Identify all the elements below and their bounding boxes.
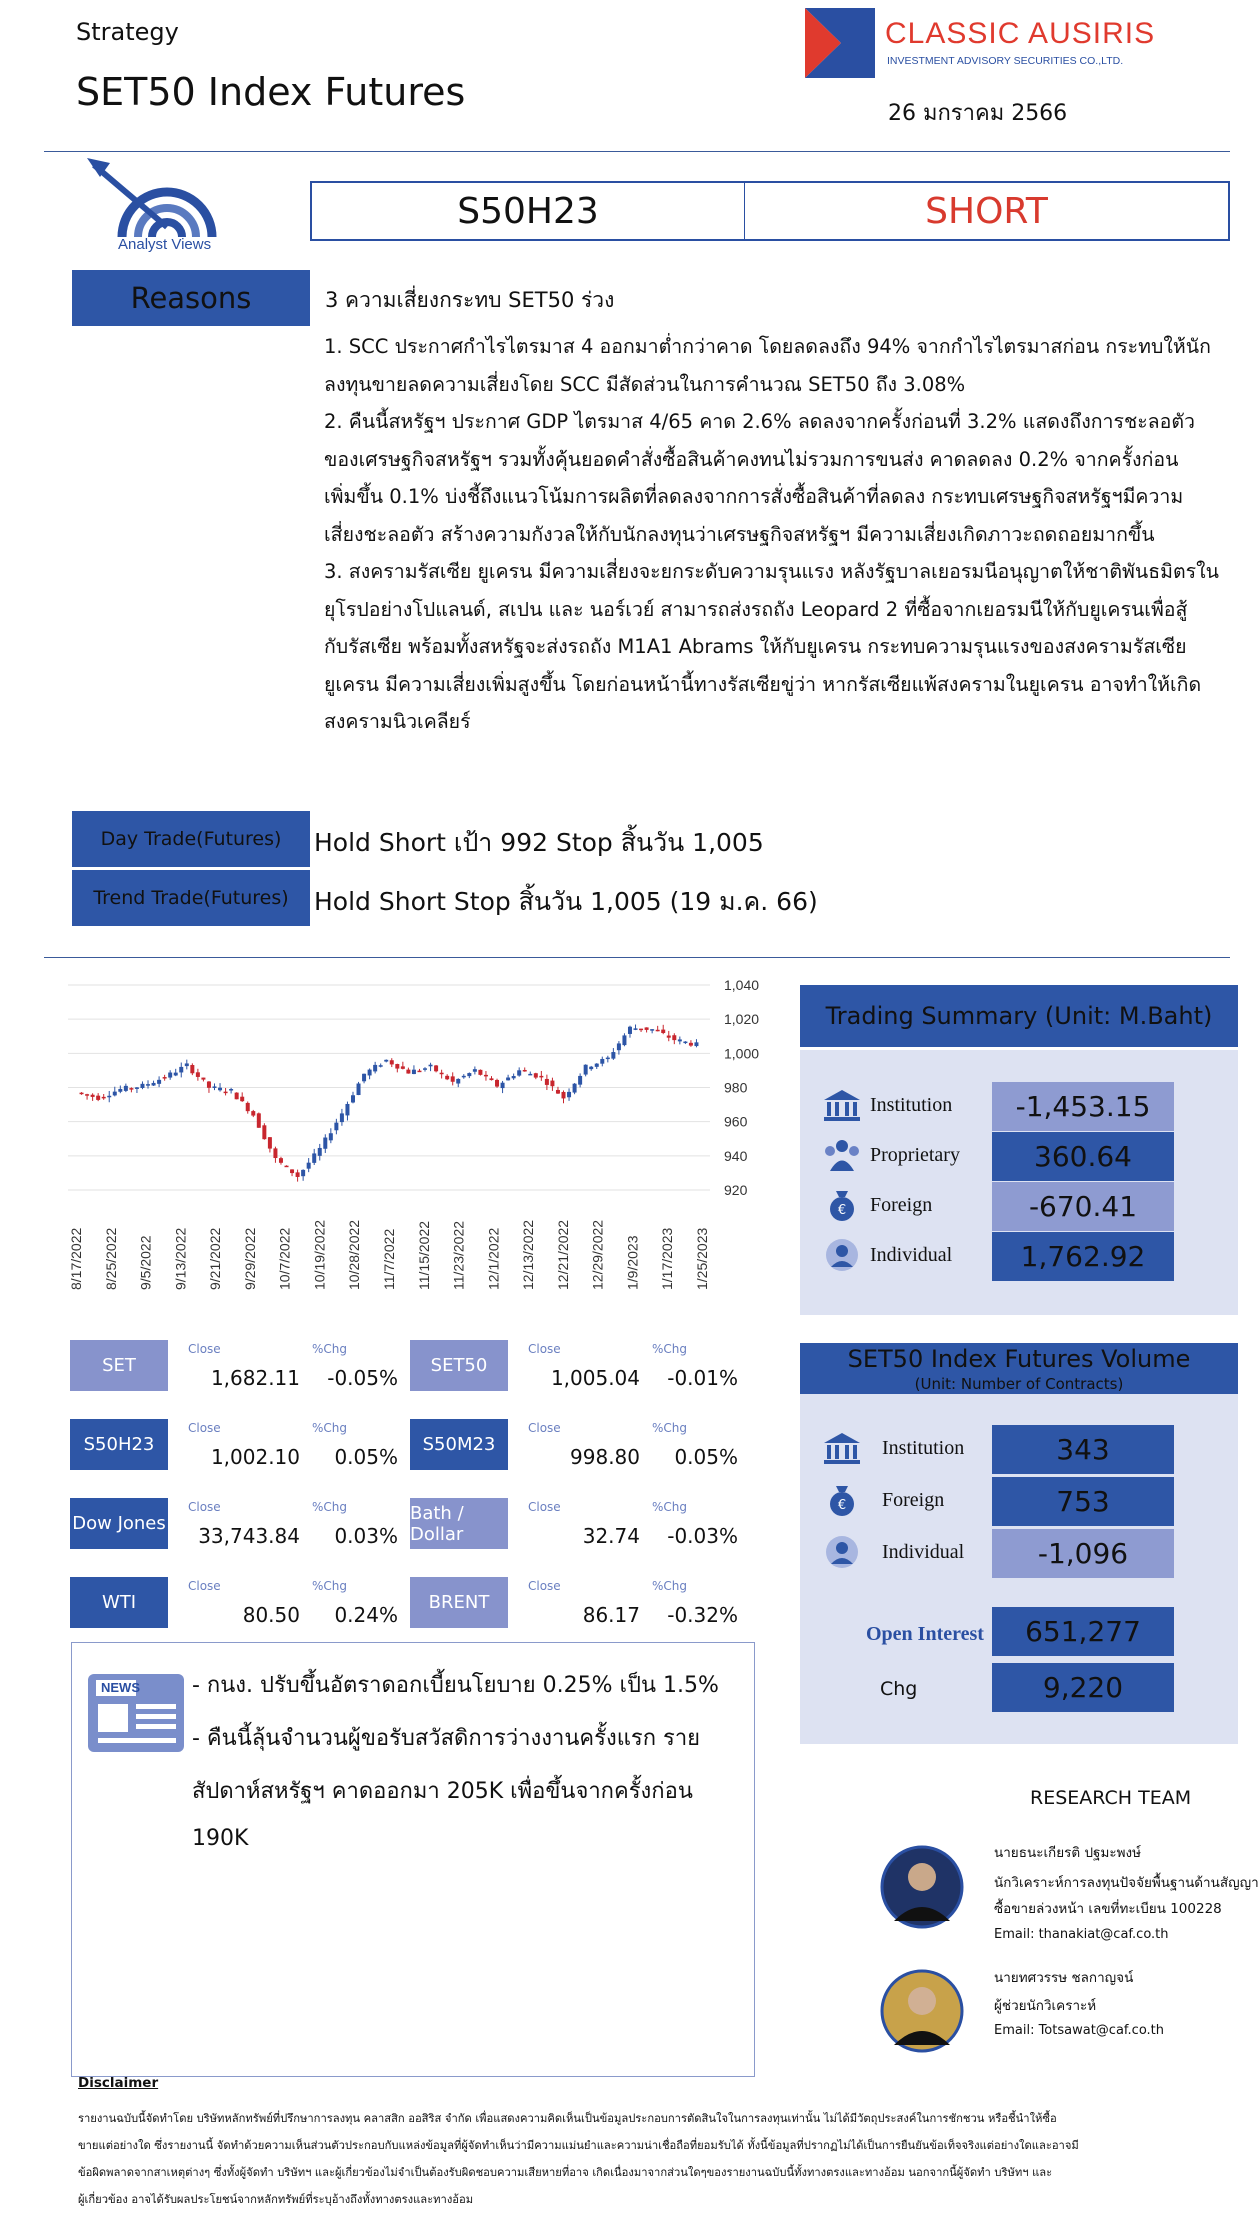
candle bbox=[573, 1083, 577, 1094]
x-tick-label: 10/28/2022 bbox=[346, 1219, 363, 1290]
reason-line: ของเศรษฐกิจสหรัฐฯ รวมทั้งคุ้นยอดคำสั่งซื้อสินค้าคงทนไม่รวมการขนส่ง คาดลดลง 0.2% จากครั้งก่อน bbox=[324, 447, 1179, 471]
x-tick-label: 9/13/2022 bbox=[172, 1227, 189, 1290]
market-quotes bbox=[70, 1340, 760, 1627]
candle bbox=[91, 1093, 95, 1101]
signal-position: SHORT bbox=[925, 190, 1048, 232]
person-icon bbox=[822, 1238, 862, 1272]
candle bbox=[273, 1147, 277, 1163]
reason-line: เพิ่มขึ้น 0.1% บ่งชี้ถึงแนวโน้มการผลิตที่ลดลงจากการสั่งซื้อสินค้าที่ลดลง กระทบเศรษฐกิจสหรัฐฯมีความ bbox=[324, 485, 1184, 508]
candle bbox=[168, 1070, 172, 1080]
candle bbox=[578, 1073, 582, 1087]
group-icon bbox=[822, 1138, 862, 1172]
candle bbox=[456, 1078, 460, 1087]
candle bbox=[334, 1119, 338, 1134]
candle bbox=[417, 1069, 421, 1072]
candle bbox=[351, 1092, 355, 1104]
reasons-heading: 3 ความเสี่ยงกระทบ SET50 ร่วง bbox=[325, 288, 615, 312]
news-line: 190K bbox=[192, 1826, 249, 1851]
candle bbox=[412, 1065, 416, 1074]
candle bbox=[539, 1071, 543, 1081]
candle bbox=[163, 1075, 167, 1081]
x-tick-label: 9/5/2022 bbox=[137, 1235, 154, 1290]
quote-close-value: 1,005.04 bbox=[550, 1366, 640, 1390]
quote-close-label: Close bbox=[528, 1579, 561, 1593]
quote-name: S50H23 bbox=[70, 1419, 168, 1470]
candle bbox=[639, 1029, 643, 1032]
candle bbox=[129, 1087, 133, 1092]
oi-chg-value: 9,220 bbox=[992, 1663, 1174, 1712]
candle bbox=[257, 1113, 261, 1128]
x-tick-label: 11/15/2022 bbox=[415, 1220, 432, 1290]
disclaimer-line: ขายแต่อย่างใด ซึ่งรายงานนี้ จัดทำด้วยความเห็นส่วนตัวประกอบกับแหล่งข้อมูลที่ผู้จัดทำเห็นว่ามีความแม่นยำและความน่าเชื่อถือที่ยอมรับได้ ทั้งนี้ข้อมูลที่ปรากฏไม่ได้เป็นการยืนยันข้อเท็จจริงแต่อย่างใดและอาจมี bbox=[78, 2139, 1079, 2152]
candle bbox=[645, 1027, 649, 1032]
candle bbox=[634, 1024, 638, 1030]
company-logo-icon bbox=[805, 8, 875, 78]
row-label: Proprietary bbox=[870, 1144, 960, 1166]
candle bbox=[445, 1074, 449, 1080]
candle bbox=[157, 1076, 161, 1087]
quote-chg-label: %Chg bbox=[652, 1421, 688, 1435]
candle bbox=[473, 1066, 477, 1074]
news-line: - กนง. ปรับขึ้นอัตราดอกเบี้ยนโยบาย 0.25% เป็น 1.5% bbox=[192, 1673, 719, 1698]
company-name: CLASSIC AUSIRIS bbox=[885, 17, 1156, 50]
quote-close-label: Close bbox=[188, 1579, 221, 1593]
candle bbox=[329, 1128, 333, 1143]
day-trade-text: Hold Short เป้า 992 Stop สิ้นวัน 1,005 bbox=[314, 828, 764, 857]
open-interest-label: Open Interest bbox=[866, 1623, 984, 1645]
candle bbox=[562, 1090, 566, 1103]
disclaimer-line: ผู้เกี่ยวข้อง อาจได้รับผลประโยชน์จากหลักทรัพย์ที่ระบุอ้างถึงทั้งทางตรงและทางอ้อม bbox=[78, 2193, 474, 2206]
quote-chg-value: 0.05% bbox=[334, 1445, 398, 1469]
candle bbox=[440, 1070, 444, 1079]
page-title: SET50 Index Futures bbox=[76, 70, 466, 114]
y-tick-label: 1,000 bbox=[724, 1045, 760, 1062]
disclaimer-body bbox=[78, 2105, 1258, 2213]
candle bbox=[656, 1026, 660, 1032]
candle bbox=[584, 1064, 588, 1076]
candle bbox=[135, 1087, 139, 1093]
candle bbox=[423, 1067, 427, 1071]
strategy-divider bbox=[44, 957, 1230, 958]
row-value: -1,096 bbox=[992, 1529, 1174, 1578]
candle bbox=[595, 1063, 599, 1069]
candle bbox=[600, 1057, 604, 1067]
x-tick-label: 12/1/2022 bbox=[485, 1227, 502, 1290]
candle bbox=[152, 1081, 156, 1086]
row-value: -1,453.15 bbox=[992, 1082, 1174, 1131]
candle bbox=[285, 1165, 289, 1167]
reason-line: สงครามนิวเคลียร์ bbox=[324, 710, 471, 733]
reasons-label: Reasons bbox=[72, 270, 310, 326]
candle bbox=[429, 1063, 433, 1071]
x-tick-label: 8/17/2022 bbox=[68, 1227, 84, 1290]
x-tick-label: 1/17/2023 bbox=[659, 1227, 676, 1290]
candle bbox=[240, 1092, 244, 1102]
candle bbox=[495, 1079, 499, 1088]
analyst-1-email: Email: thanakiat@caf.co.th bbox=[994, 1927, 1169, 1942]
candle bbox=[611, 1048, 615, 1060]
quote-name: BRENT bbox=[410, 1577, 508, 1628]
row-label: Individual bbox=[870, 1244, 953, 1266]
disclaimer-title: Disclaimer bbox=[78, 2075, 159, 2091]
candle bbox=[683, 1041, 687, 1044]
candle bbox=[251, 1110, 255, 1117]
quote-chg-value: 0.05% bbox=[674, 1445, 738, 1469]
candle bbox=[523, 1067, 527, 1071]
svg-text:€: € bbox=[837, 1498, 847, 1513]
candle bbox=[212, 1083, 216, 1090]
quote-close-value: 86.17 bbox=[582, 1603, 640, 1627]
quote-close-value: 1,002.10 bbox=[210, 1445, 300, 1469]
x-tick-label: 1/25/2023 bbox=[694, 1227, 710, 1290]
candle bbox=[628, 1026, 632, 1038]
x-tick-label: 1/9/2023 bbox=[624, 1235, 641, 1290]
quote-name: Dow Jones bbox=[70, 1498, 168, 1549]
volume-subtitle: (Unit: Number of Contracts) bbox=[800, 1374, 1238, 1394]
analyst-1-role2: ซื้อขายล่วงหน้า เลขที่ทะเบียน 100228 bbox=[994, 1901, 1222, 1917]
quote-close-value: 80.50 bbox=[242, 1603, 300, 1627]
candle bbox=[229, 1088, 233, 1094]
row-value: -670.41 bbox=[992, 1182, 1174, 1231]
x-tick-label: 12/29/2022 bbox=[589, 1219, 606, 1290]
candle bbox=[279, 1157, 283, 1165]
candle bbox=[96, 1093, 100, 1101]
candle bbox=[589, 1066, 593, 1071]
candle bbox=[102, 1094, 106, 1100]
news-line: - คืนนี้ลุ้นจำนวนผู้ขอรับสวัสดิการว่างงานครั้งแรก ราย bbox=[192, 1726, 701, 1751]
candle bbox=[124, 1084, 128, 1093]
analyst-views-label: Analyst Views bbox=[118, 236, 212, 253]
company-subtitle: INVESTMENT ADVISORY SECURITIES CO.,LTD. bbox=[887, 55, 1124, 67]
analyst-2-role: ผู้ช่วยนักวิเคราะห์ bbox=[994, 1998, 1097, 2014]
x-tick-label: 9/21/2022 bbox=[207, 1227, 224, 1290]
candle bbox=[323, 1134, 327, 1153]
x-tick-label: 12/13/2022 bbox=[520, 1219, 537, 1290]
candle bbox=[467, 1072, 471, 1078]
row-value: 343 bbox=[992, 1425, 1174, 1474]
candle bbox=[434, 1065, 438, 1072]
candle bbox=[196, 1069, 200, 1081]
row-value: 360.64 bbox=[992, 1132, 1174, 1181]
person-icon bbox=[822, 1535, 862, 1569]
set50-candlestick-chart bbox=[60, 965, 790, 1320]
analyst-1-avatar bbox=[880, 1845, 964, 1929]
volume-title: SET50 Index Futures Volume bbox=[800, 1343, 1238, 1375]
candle bbox=[107, 1091, 111, 1102]
y-tick-label: 920 bbox=[724, 1182, 748, 1198]
candle bbox=[484, 1071, 488, 1081]
candle bbox=[379, 1063, 383, 1067]
candle bbox=[357, 1082, 361, 1095]
header-divider bbox=[44, 151, 1230, 152]
candle bbox=[406, 1068, 410, 1074]
row-label: Institution bbox=[882, 1437, 965, 1459]
reason-line: กับรัสเซีย พร้อมทั้งสหรัฐจะส่งรถถัง M1A1 Abrams ให้กับยูเครน กระทบความรุนแรงของสงครามรัสเซีย bbox=[324, 635, 1187, 658]
candle bbox=[534, 1073, 538, 1079]
candle bbox=[689, 1040, 693, 1047]
oi-chg-label: Chg bbox=[880, 1678, 918, 1700]
candle bbox=[694, 1039, 698, 1047]
candle bbox=[318, 1144, 322, 1161]
candle bbox=[290, 1169, 294, 1176]
candle bbox=[174, 1069, 178, 1076]
candle bbox=[185, 1060, 189, 1070]
quote-chg-label: %Chg bbox=[652, 1500, 688, 1514]
day-trade-label: Day Trade(Futures) bbox=[72, 811, 310, 867]
analyst-1-name: นายธนะเกียรติ ปฐมะพงษ์ bbox=[994, 1845, 1142, 1861]
quote-close-label: Close bbox=[188, 1500, 221, 1514]
y-tick-label: 1,040 bbox=[724, 977, 760, 993]
candle bbox=[307, 1158, 311, 1172]
quote-name: WTI bbox=[70, 1577, 168, 1628]
candle bbox=[118, 1086, 122, 1094]
open-interest-value: 651,277 bbox=[992, 1607, 1174, 1656]
candle bbox=[301, 1169, 305, 1181]
candle bbox=[512, 1074, 516, 1080]
reason-line: เสี่ยงชะลอตัว สร้างความกังวลให้กับนักลงทุนว่าเศรษฐกิจสหรัฐฯ มีความเสี่ยงเกิดภาวะถดถอยมากขึ้น bbox=[324, 522, 1155, 546]
candle bbox=[606, 1056, 610, 1063]
x-tick-label: 8/25/2022 bbox=[102, 1227, 119, 1290]
quote-close-label: Close bbox=[188, 1342, 221, 1356]
quote-close-value: 32.74 bbox=[582, 1524, 640, 1548]
candle bbox=[672, 1033, 676, 1044]
candle bbox=[235, 1092, 239, 1099]
quote-close-label: Close bbox=[528, 1500, 561, 1514]
money-bag-icon bbox=[822, 1188, 862, 1222]
candle bbox=[667, 1031, 671, 1041]
candle bbox=[340, 1109, 344, 1126]
quote-chg-label: %Chg bbox=[312, 1421, 348, 1435]
signal-symbol: S50H23 bbox=[312, 183, 745, 239]
candle bbox=[622, 1033, 626, 1046]
candle bbox=[113, 1087, 117, 1097]
candle bbox=[296, 1170, 300, 1182]
candle bbox=[462, 1074, 466, 1079]
candle bbox=[201, 1078, 205, 1082]
research-team-title: RESEARCH TEAM bbox=[1030, 1787, 1192, 1809]
row-label: Foreign bbox=[882, 1489, 945, 1511]
x-tick-label: 11/23/2022 bbox=[450, 1220, 467, 1290]
quote-name: SET50 bbox=[410, 1340, 508, 1391]
quote-chg-value: -0.01% bbox=[667, 1366, 738, 1390]
candle bbox=[246, 1101, 250, 1113]
candle bbox=[362, 1074, 366, 1084]
trend-trade-text: Hold Short Stop สิ้นวัน 1,005 (19 ม.ค. 66) bbox=[314, 887, 818, 916]
candle bbox=[395, 1064, 399, 1073]
candle bbox=[617, 1041, 621, 1055]
candle bbox=[224, 1088, 228, 1095]
candle bbox=[373, 1062, 377, 1074]
quote-close-label: Close bbox=[528, 1342, 561, 1356]
candle bbox=[140, 1081, 144, 1089]
signal-box bbox=[310, 181, 1230, 241]
candle bbox=[650, 1029, 654, 1033]
analyst-2-name: นายทศวรรษ ชลกาญจน์ bbox=[994, 1970, 1134, 1986]
reason-line: 1. SCC ประกาศกำไรไตรมาส 4 ออกมาต่ำกว่าคาด โดยลดลงถึง 94% จากกำไรไตรมาสก่อน กระทบให้นัก bbox=[324, 335, 1211, 358]
candle bbox=[390, 1058, 394, 1067]
quote-close-value: 33,743.84 bbox=[198, 1524, 300, 1548]
quote-close-label: Close bbox=[188, 1421, 221, 1435]
candle bbox=[368, 1068, 372, 1079]
quote-chg-value: 0.03% bbox=[334, 1524, 398, 1548]
y-tick-label: 940 bbox=[724, 1147, 748, 1164]
reason-line: ยูเครน มีความเสี่ยงเพิ่มสูงขึ้น โดยก่อนหน้านี้ทางรัสเซียขู่ว่า หากรัสเซียแพ้สงครามในยูเครน อาจทำให้เกิด bbox=[324, 672, 1202, 696]
disclaimer-line: รายงานฉบับนี้จัดทำโดย บริษัทหลักทรัพย์ที่ปรึกษาการลงทุน คลาสสิก ออสิริส จำกัด เพื่อแสดงความคิดเห็นเป็นข้อมูลประกอบการตัดสินใจในการลงทุนเท่านั้น ไม่ได้มีวัตถุประสงค์ในการชักชวน หรือชี้นำให้ซื้อ bbox=[78, 2112, 1057, 2125]
candle bbox=[528, 1072, 532, 1076]
quote-chg-value: -0.03% bbox=[667, 1524, 738, 1548]
x-tick-label: 10/7/2022 bbox=[276, 1227, 293, 1290]
row-label: Foreign bbox=[870, 1194, 933, 1216]
quote-name: Bath / Dollar bbox=[410, 1498, 508, 1549]
disclaimer-line: ข้อผิดพลาดจากสาเหตุต่างๆ ซึ่งทั้งผู้จัดทำ บริษัทฯ และผู้เกี่ยวข้องไม่จำเป็นต้องรับผิดชอบความเสียหายที่อาจ เกิดเนื่องมาจากส่วนใดๆของรายงานฉบับนี้ทั้งทางตรงและทางอ้อม นอกจากนี้ผู้จัดทำ บริษัทฯ และ bbox=[78, 2166, 1053, 2179]
reason-line: 2. คืนนี้สหรัฐฯ ประกาศ GDP ไตรมาส 4/65 คาด 2.6% ลดลงจากครั้งก่อนที่ 3.2% แสดงถึงการชะลอตัว bbox=[324, 410, 1195, 433]
reason-line: ลงทุนขายลดความเสี่ยงโดย SCC มีสัดส่วนในการคำนวณ SET50 ถึง 3.08% bbox=[324, 372, 966, 396]
candle bbox=[517, 1067, 521, 1076]
x-tick-label: 12/21/2022 bbox=[554, 1219, 571, 1290]
quote-chg-value: 0.24% bbox=[334, 1603, 398, 1627]
money-bag-icon bbox=[822, 1483, 862, 1517]
reasons-body bbox=[324, 328, 1244, 741]
reason-line: 3. สงครามรัสเซีย ยูเครน มีความเสี่ยงจะยกระดับความรุนแรง หลังรัฐบาลเยอรมนีอนุญาตให้ชาติพันธมิตรใน bbox=[324, 560, 1219, 583]
trend-trade-label: Trend Trade(Futures) bbox=[72, 870, 310, 926]
y-tick-label: 1,020 bbox=[724, 1011, 760, 1028]
candle bbox=[567, 1088, 571, 1100]
bank-icon bbox=[822, 1088, 862, 1122]
quote-name: SET bbox=[70, 1340, 168, 1391]
quote-close-label: Close bbox=[528, 1421, 561, 1435]
candle bbox=[506, 1075, 510, 1081]
quote-chg-value: -0.32% bbox=[667, 1603, 738, 1627]
candle bbox=[384, 1059, 388, 1062]
candle bbox=[190, 1063, 194, 1075]
target-arrow-icon bbox=[82, 155, 252, 240]
candle bbox=[179, 1063, 183, 1078]
news-line: สัปดาห์สหรัฐฯ คาดออกมา 205K เพื่อขึ้นจากครั้งก่อน bbox=[192, 1779, 693, 1804]
candle bbox=[550, 1078, 554, 1091]
candle bbox=[268, 1137, 272, 1152]
x-tick-label: 11/7/2022 bbox=[381, 1228, 397, 1290]
quote-chg-value: -0.05% bbox=[327, 1366, 398, 1390]
x-tick-label: 9/29/2022 bbox=[241, 1227, 258, 1290]
candle bbox=[489, 1076, 493, 1080]
quote-name: S50M23 bbox=[410, 1419, 508, 1470]
analyst-1-role: นักวิเคราะห์การลงทุนปัจจัยพื้นฐานด้านสัญญา bbox=[994, 1875, 1259, 1891]
analyst-2-email: Email: Totsawat@caf.co.th bbox=[994, 2023, 1165, 2038]
candle bbox=[661, 1025, 665, 1034]
candle bbox=[80, 1092, 84, 1095]
candle bbox=[207, 1081, 211, 1093]
quote-chg-label: %Chg bbox=[652, 1342, 688, 1356]
reason-line: ยุโรปอย่างโปแลนด์, สเปน และ นอร์เวย์ สามารถส่งรถถัง Leopard 2 ที่ซื้อจากเยอรมนีให้กับยูเครนเพื่อสู้ bbox=[324, 597, 1188, 621]
report-date: 26 มกราคม 2566 bbox=[888, 101, 1068, 126]
quote-chg-label: %Chg bbox=[652, 1579, 688, 1593]
row-label: Institution bbox=[870, 1094, 953, 1116]
candle bbox=[451, 1072, 455, 1085]
x-tick-label: 10/19/2022 bbox=[311, 1219, 328, 1290]
analyst-2-avatar bbox=[880, 1969, 964, 2053]
y-tick-label: 980 bbox=[724, 1079, 748, 1096]
trading-summary-title: Trading Summary (Unit: M.Baht) bbox=[800, 985, 1238, 1047]
quote-close-value: 998.80 bbox=[570, 1445, 640, 1469]
svg-text:€: € bbox=[837, 1203, 847, 1218]
news-icon-label: NEWS bbox=[101, 1680, 140, 1695]
candle bbox=[401, 1062, 405, 1070]
bank-icon bbox=[822, 1431, 862, 1465]
candle bbox=[478, 1069, 482, 1075]
quote-chg-label: %Chg bbox=[312, 1342, 348, 1356]
quote-chg-label: %Chg bbox=[312, 1500, 348, 1514]
row-label: Individual bbox=[882, 1541, 965, 1563]
y-tick-label: 960 bbox=[724, 1113, 748, 1130]
candle bbox=[678, 1036, 682, 1044]
candle bbox=[85, 1094, 89, 1100]
candle bbox=[501, 1081, 505, 1093]
row-value: 1,762.92 bbox=[992, 1232, 1174, 1281]
row-value: 753 bbox=[992, 1477, 1174, 1526]
quote-chg-label: %Chg bbox=[312, 1579, 348, 1593]
candle bbox=[312, 1149, 316, 1165]
candle bbox=[262, 1123, 266, 1139]
candle bbox=[345, 1102, 349, 1121]
section-label: Strategy bbox=[76, 18, 179, 46]
quote-close-value: 1,682.11 bbox=[210, 1366, 300, 1390]
